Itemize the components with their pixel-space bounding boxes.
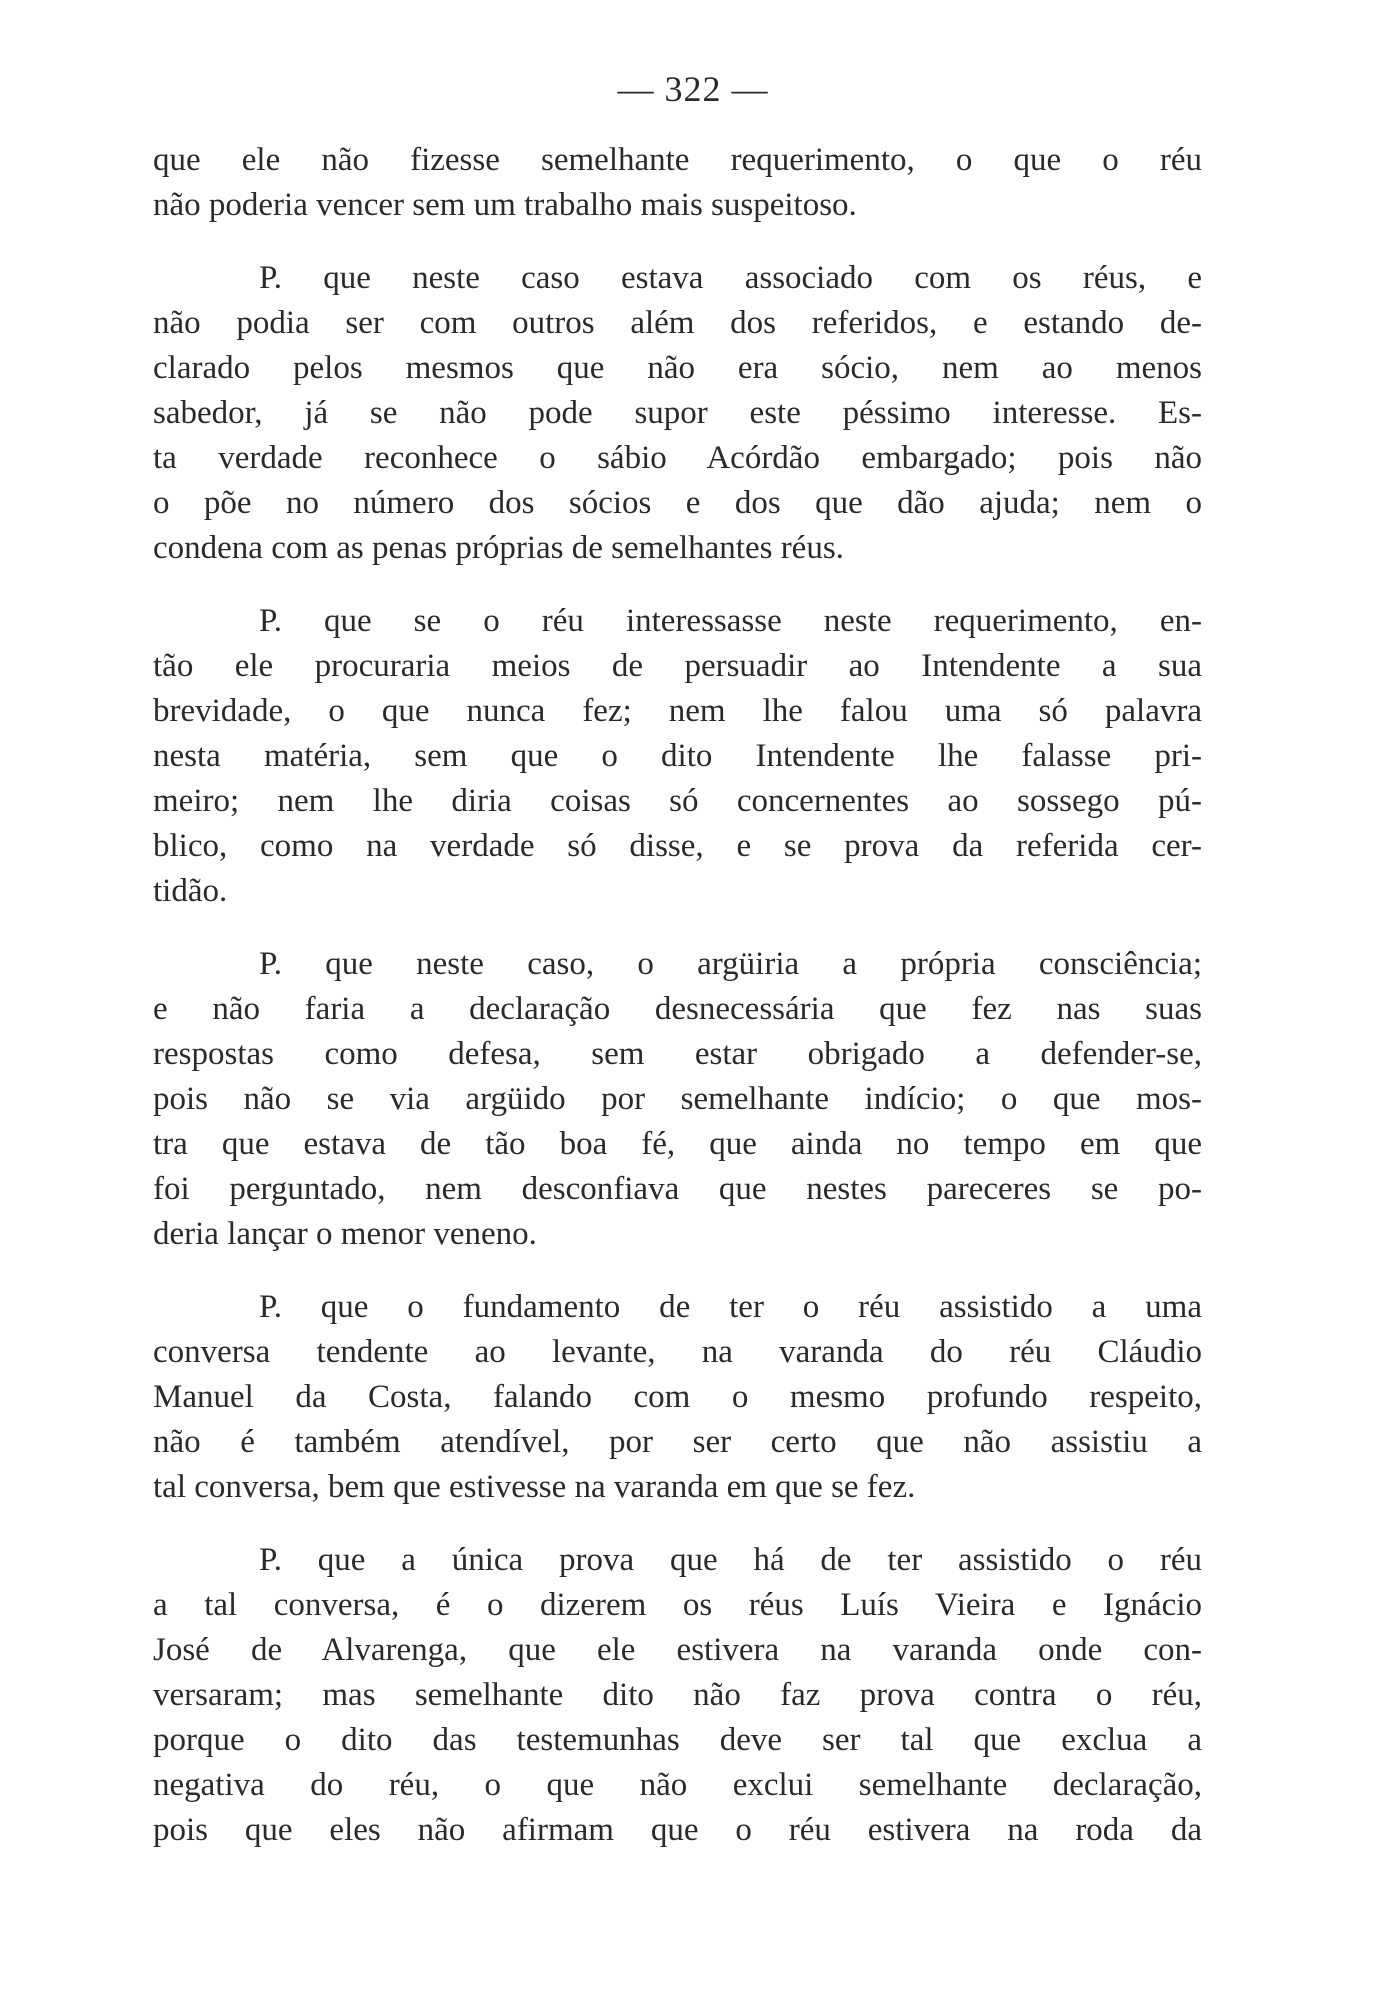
paragraph <box>153 256 1202 571</box>
text-line: deria lançar o menor veneno. <box>153 1216 537 1252</box>
paragraph <box>153 1538 1202 1853</box>
text-line: P. que a única prova que há de ter assistido o réu <box>259 1542 1202 1578</box>
text-line: tidão. <box>153 873 228 909</box>
text-line: condena com as penas próprias de semelhantes réus. <box>153 530 844 566</box>
paragraph <box>153 942 1202 1257</box>
text-line: não podia ser com outros além dos referidos, e estando de- <box>153 305 1202 341</box>
text-line: o põe no número dos sócios e dos que dão ajuda; nem o <box>153 485 1202 521</box>
text-line: não é também atendível, por ser certo que não assistiu a <box>153 1424 1202 1460</box>
text-line: brevidade, o que nunca fez; nem lhe falou uma só palavra <box>153 693 1202 729</box>
text-line: pois não se via argüido por semelhante indício; o que mos- <box>153 1081 1202 1117</box>
text-line: conversa tendente ao levante, na varanda do réu Cláudio <box>153 1334 1202 1370</box>
text-line: respostas como defesa, sem estar obrigado a defender-se, <box>153 1036 1202 1072</box>
body-text <box>153 138 1202 1881</box>
text-line: ta verdade reconhece o sábio Acórdão embargado; pois não <box>153 440 1202 476</box>
text-line: nesta matéria, sem que o dito Intendente lhe falasse pri- <box>153 738 1202 774</box>
text-line: P. que o fundamento de ter o réu assistido a uma <box>259 1289 1202 1325</box>
text-line: e não faria a declaração desnecessária que fez nas suas <box>153 991 1202 1027</box>
text-line: meiro; nem lhe diria coisas só concernentes ao sossego pú- <box>153 783 1202 819</box>
text-line: pois que eles não afirmam que o réu estivera na roda da <box>153 1812 1202 1848</box>
text-line: tão ele procuraria meios de persuadir ao Intendente a sua <box>153 648 1202 684</box>
paragraph <box>153 599 1202 914</box>
text-line: porque o dito das testemunhas deve ser tal que exclua a <box>153 1722 1202 1758</box>
text-line: P. que se o réu interessasse neste requerimento, en- <box>259 603 1202 639</box>
text-line: versaram; mas semelhante dito não faz prova contra o réu, <box>153 1677 1202 1713</box>
text-line: negativa do réu, o que não exclui semelhante declaração, <box>153 1767 1202 1803</box>
text-line: blico, como na verdade só disse, e se prova da referida cer- <box>153 828 1202 864</box>
text-line: tra que estava de tão boa fé, que ainda no tempo em que <box>153 1126 1202 1162</box>
text-line: P. que neste caso, o argüiria a própria consciência; <box>259 946 1202 982</box>
text-line: sabedor, já se não pode supor este péssimo interesse. Es- <box>153 395 1202 431</box>
paragraph <box>153 138 1202 228</box>
text-line: tal conversa, bem que estivesse na varanda em que se fez. <box>153 1469 916 1505</box>
text-line: que ele não fizesse semelhante requerimento, o que o réu <box>153 142 1202 178</box>
page-number: — 322 — <box>617 69 769 109</box>
paragraph <box>153 1285 1202 1510</box>
text-line: clarado pelos mesmos que não era sócio, nem ao menos <box>153 350 1202 386</box>
text-line: não poderia vencer sem um trabalho mais suspeitoso. <box>153 187 857 223</box>
text-line: a tal conversa, é o dizerem os réus Luís Vieira e Ignácio <box>153 1587 1202 1623</box>
text-line: Manuel da Costa, falando com o mesmo profundo respeito, <box>153 1379 1202 1415</box>
text-line: P. que neste caso estava associado com os réus, e <box>259 260 1202 296</box>
text-line: José de Alvarenga, que ele estivera na varanda onde con- <box>153 1632 1202 1668</box>
text-line: foi perguntado, nem desconfiava que nestes pareceres se po- <box>153 1171 1202 1207</box>
